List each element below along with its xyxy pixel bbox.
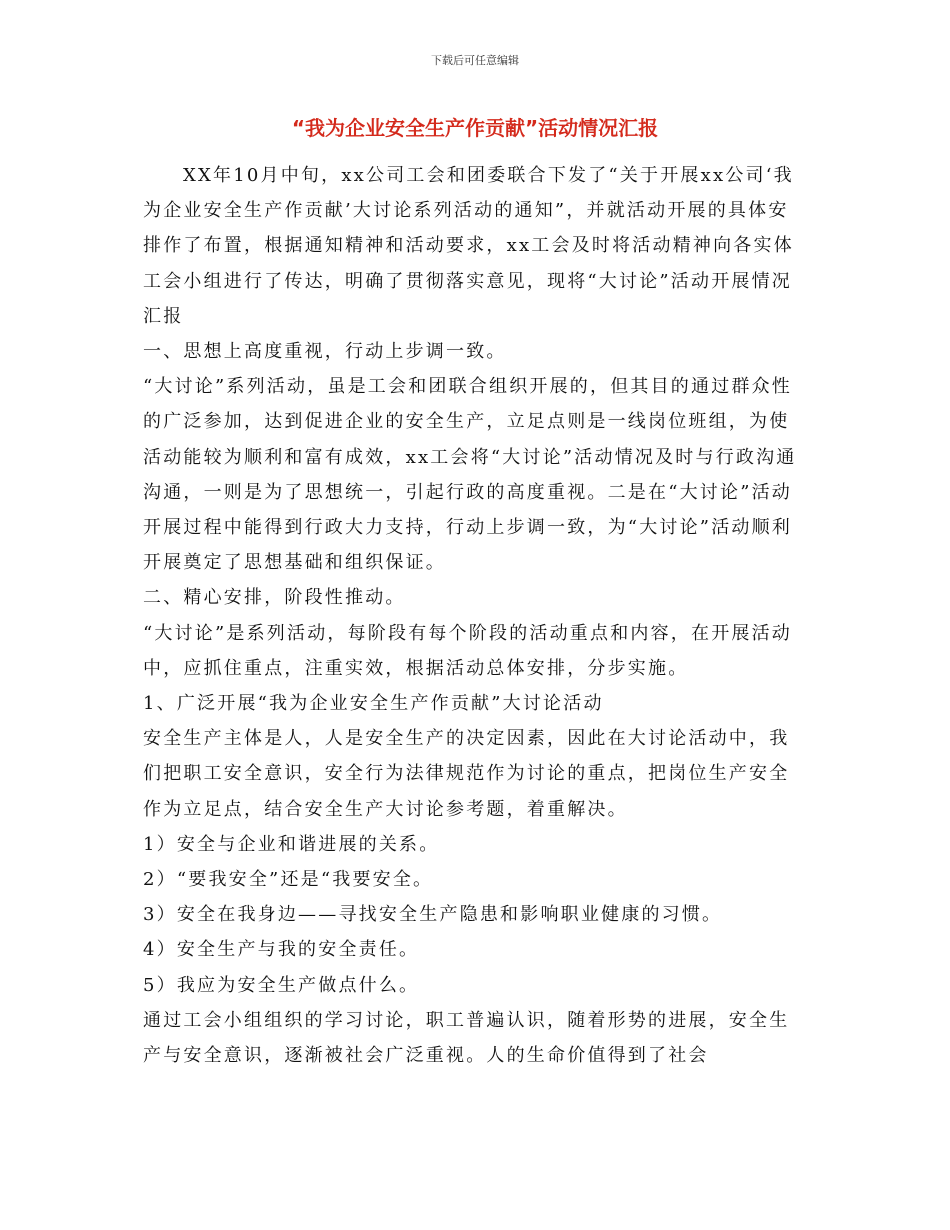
paragraph: “大讨论”是系列活动，每阶段有每个阶段的活动重点和内容，在开展活动中，应抓住重点，注重实效，根据活动总体安排，分步实施。 bbox=[143, 622, 793, 679]
list-item: 2）“要我安全”还是“我要安全。 bbox=[143, 869, 434, 891]
list-item: 3）安全在我身边——寻找安全生产隐患和影响职业健康的习惯。 bbox=[143, 904, 723, 926]
paragraph-intro: XX年10月中旬，xx公司工会和团委联合下发了“关于开展xx公司‘我为企业安全生产作贡献’大讨论系列活动的通知”，并就活动开展的具体安排作了布置，根据通知精神和活动要求，xx工会及时将活动精神向各实体工会小组进行了传达，明确了贯彻落实意见，现将“大讨论”活动开展情况汇报 bbox=[143, 165, 794, 327]
section-heading-1: 一、思想上高度重视，行动上步调一致。 bbox=[143, 341, 507, 363]
list-item: 1）安全与企业和谐进展的关系。 bbox=[143, 833, 440, 855]
list-item: 4）安全生产与我的安全责任。 bbox=[143, 939, 420, 961]
subsection-heading-1: 1、广泛开展“我为企业安全生产作贡献”大讨论活动 bbox=[143, 693, 604, 715]
paragraph: “大讨论”系列活动，虽是工会和团联合组织开展的，但其目的通过群众性的广泛参加，达到促进企业的安全生产，立足点则是一线岗位班组，为使活动能较为顺利和富有成效，xx工会将“大讨论”活动情况及时与行政沟通沟通，一则是为了思想统一，引起行政的高度重视。二是在“大讨论”活动开展过程中能得到行政大力支持，行动上步调一致，为“大讨论”活动顺利开展奠定了思想基础和组织保证。 bbox=[143, 376, 797, 574]
list-item: 5）我应为安全生产做点什么。 bbox=[143, 974, 420, 996]
document-title: “我为企业安全生产作贡献”活动情况汇报 bbox=[291, 116, 659, 140]
document-body bbox=[143, 158, 808, 1073]
section-heading-2: 二、精心安排，阶段性推动。 bbox=[143, 587, 406, 609]
page-header-note: 下载后可任意编辑 bbox=[431, 54, 519, 67]
paragraph: 通过工会小组组织的学习讨论，职工普遍认识，随着形势的进展，安全生产与安全意识，逐渐被社会广泛重视。人的生命价值得到了社会 bbox=[143, 1009, 790, 1067]
paragraph: 安全生产主体是人，人是安全生产的决定因素，因此在大讨论活动中，我们把职工安全意识，安全行为法律规范作为讨论的重点，把岗位生产安全作为立足点，结合安全生产大讨论参考题，着重解决。 bbox=[143, 728, 790, 820]
